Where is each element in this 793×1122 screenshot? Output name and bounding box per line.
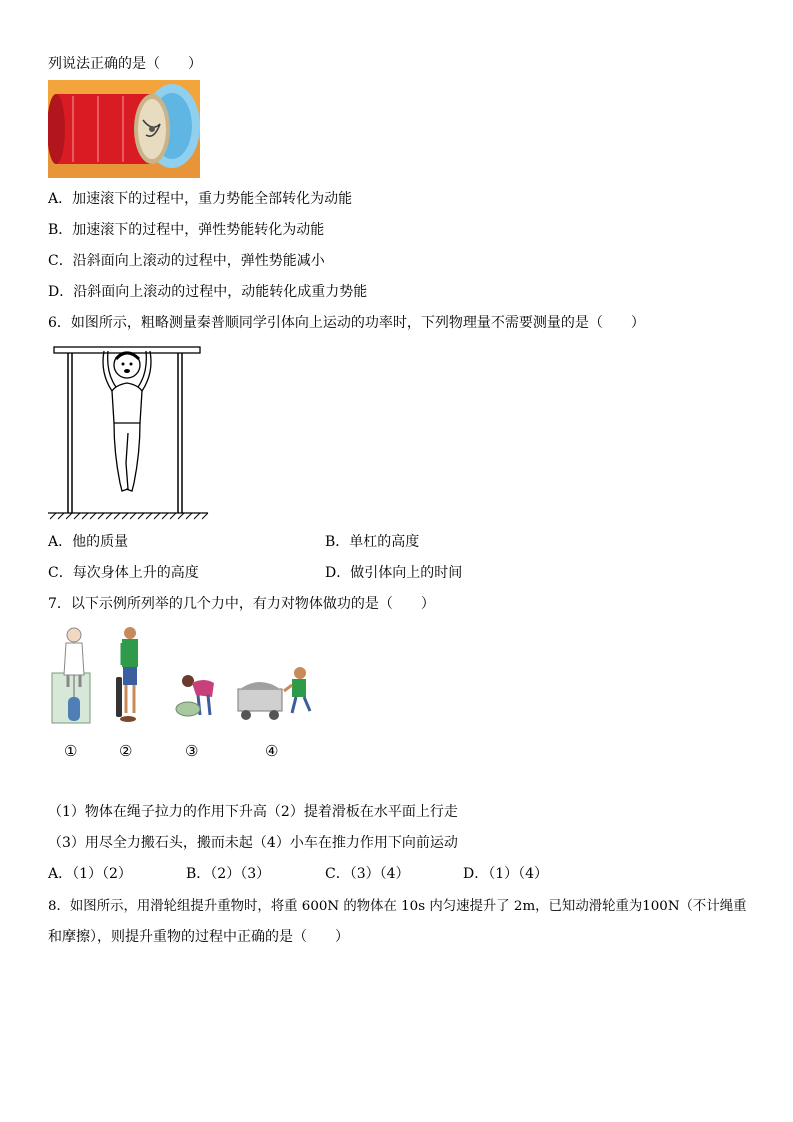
q7-stem: 7．以下示例所列举的几个力中，有力对物体做功的是（ ） xyxy=(48,596,435,612)
rolling-can-image xyxy=(48,80,200,178)
q5-option-b: B．加速滚下的过程中，弹性势能转化为动能 xyxy=(48,222,325,238)
q6-option-a: A．他的质量 xyxy=(48,534,129,550)
q7-figure-row xyxy=(48,625,318,725)
q7-statement-2: （3）用尽全力搬石头，搬而未起（4）小车在推力作用下向前运动 xyxy=(48,835,458,851)
q7-option-b: B．（2）（3） xyxy=(186,866,271,882)
q6-option-b: B．单杠的高度 xyxy=(325,534,420,550)
q5-option-c: C．沿斜面向上滚动的过程中，弹性势能减小 xyxy=(48,253,325,269)
pull-up-image xyxy=(46,343,212,523)
q7-option-c: C．（3）（4） xyxy=(325,866,410,882)
rolling-can-figure xyxy=(48,80,200,178)
q7-figure-label-1: ① xyxy=(64,742,78,760)
q7-option-a: A．（1）（2） xyxy=(48,866,132,882)
q7-figure-label-4: ④ xyxy=(265,742,279,760)
q7-figure-label-3: ③ xyxy=(185,742,199,760)
q5-stem-tail: 列说法正确的是（ ） xyxy=(48,56,202,72)
q8-stem-line1: 8．如图所示，用滑轮组提升重物时，将重 600N 的物体在 10s 内匀速提升了 2m，已知动滑轮重为100N（不计绳重 xyxy=(48,899,747,914)
q8-stem-line2: 和摩擦），则提升重物的过程中正确的是（ ） xyxy=(48,929,349,945)
q6-option-c: C．每次身体上升的高度 xyxy=(48,565,199,581)
q5-option-a: A．加速滚下的过程中，重力势能全部转化为动能 xyxy=(48,191,353,207)
q6-stem: 6．如图所示，粗略测量秦普顺同学引体向上运动的功率时，下列物理量不需要测量的是（ ） xyxy=(48,315,645,331)
q5-option-d: D．沿斜面向上滚动的过程中，动能转化成重力势能 xyxy=(48,284,368,300)
q7-figure-label-2: ② xyxy=(119,742,133,760)
q7-option-d: D．（1）（4） xyxy=(463,866,549,882)
q7-statement-1: （1）物体在绳子拉力的作用下升高（2）提着滑板在水平面上行走 xyxy=(48,804,458,820)
q7-scenes-image xyxy=(48,625,318,725)
q6-option-d: D．做引体向上的时间 xyxy=(325,565,463,581)
pull-up-figure xyxy=(46,343,212,523)
